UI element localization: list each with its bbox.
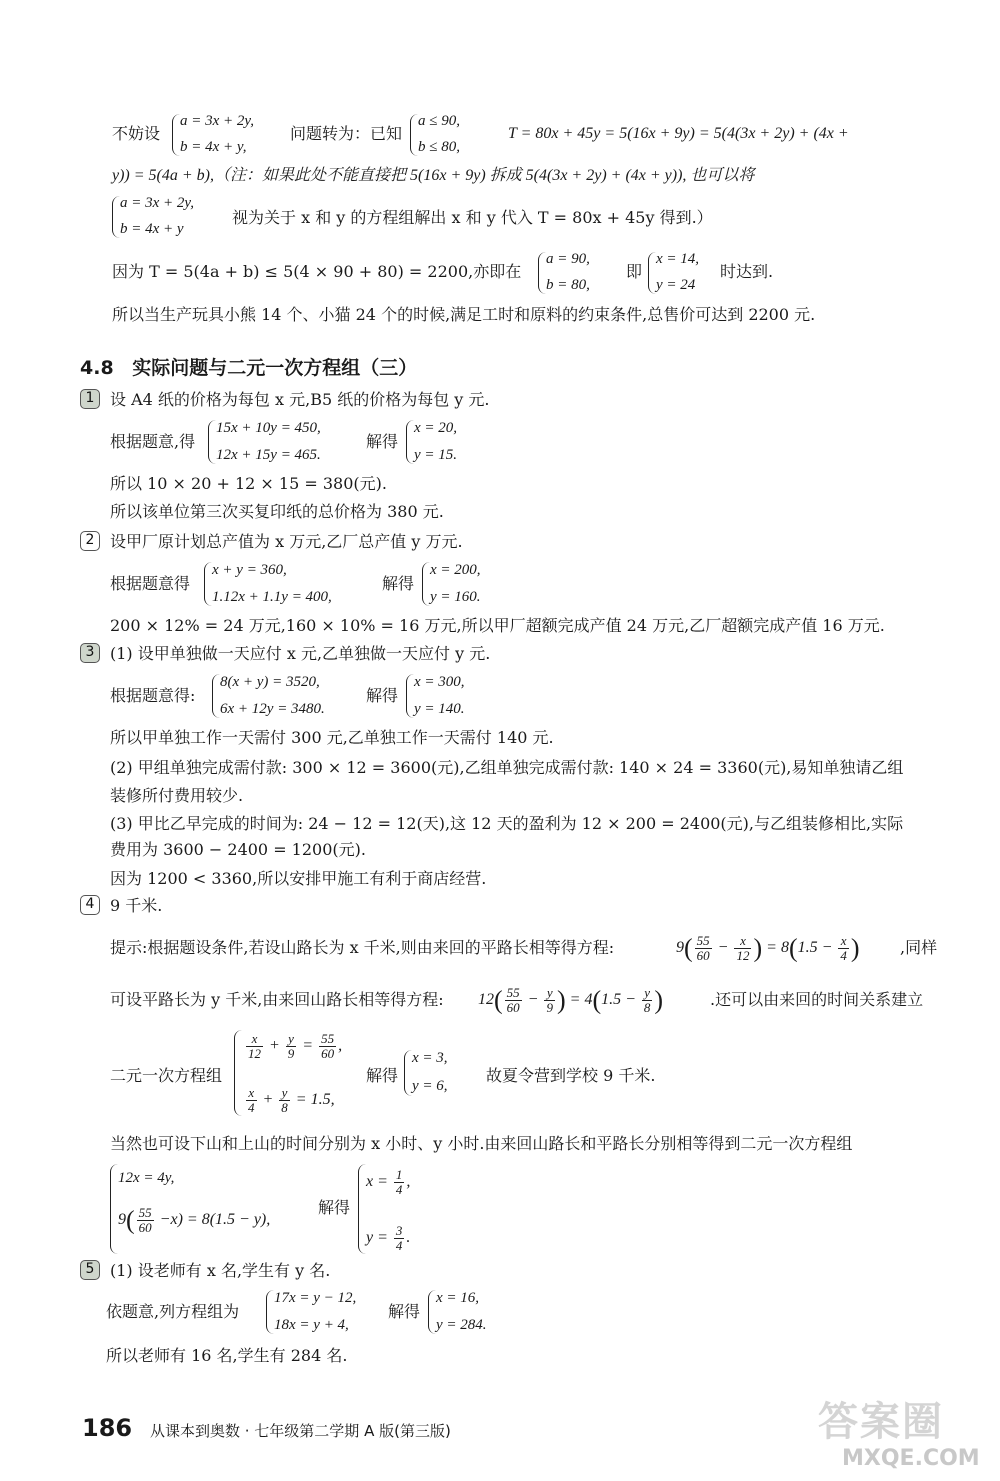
equation-row: 6x + 12y = 3480. (220, 701, 325, 717)
text-line: 提示:根据题设条件,若设山路长为 x 千米,则由来回的平路长相等得方程: (110, 938, 615, 957)
equation-row: 12x + 15y = 465. (216, 447, 321, 463)
text-line: ,同样 (900, 938, 938, 957)
text-line: 依题意,列方程组为 (106, 1302, 240, 1321)
equation-row: y = 6, (412, 1078, 448, 1094)
page-number: 186 (82, 1414, 133, 1442)
text-line: 根据题意得: (110, 686, 196, 705)
question-number-badge: 2 (80, 531, 100, 551)
equation-row: x = 200, (430, 562, 481, 578)
equation-row: a ≤ 90, (418, 113, 460, 129)
text-line: 时达到. (720, 262, 774, 281)
text-line: 解得 (382, 574, 415, 593)
equation-row: 15x + 10y = 450, (216, 420, 321, 436)
equation-inline: 12( $\frac{55}{60}$ − $\frac{y}{9}$ ) = 4(1.5 − $\frac{y}{8}$ ) (478, 984, 664, 1015)
text-line: (1) 设老师有 x 名,学生有 y 名. (110, 1261, 331, 1280)
equation-row: x = 3, (412, 1050, 448, 1066)
equation-row: a = 3x + 2y, (180, 113, 254, 129)
text-line: 问题转为：已知 (290, 124, 403, 143)
equation-line: T = 80x + 45y = 5(16x + 9y) = 5(4(3x + 2y) + (4x + (508, 125, 849, 142)
text-line: 根据题意得 (110, 574, 191, 593)
equation-row: 17x = y − 12, (274, 1290, 357, 1306)
text-line: 所以 10 × 20 + 12 × 15 = 380(元). (110, 474, 387, 493)
equation-row: a = 90, (546, 251, 590, 267)
text-line: 当然也可设下山和上山的时间分别为 x 小时、y 小时.由来回山路长和平路长分别相等得到二元一次方程组 (110, 1134, 853, 1153)
equation-inline: 9( $\frac{55}{60}$ − $\frac{x}{12}$ ) = 8(1.5 − $\frac{x}{4}$ ) (676, 932, 860, 963)
text-line: 因为 T = 5(4a + b) ≤ 5(4 × 90 + 80) = 2200,亦即在 (112, 262, 522, 281)
text-line: 装修所付费用较少. (110, 786, 244, 805)
equation-row: y = 140. (414, 701, 465, 717)
equation-row: a = 3x + 2y, (120, 195, 194, 211)
text-line: 200 × 12% = 24 万元,160 × 10% = 16 万元,所以甲厂超额完成产值 24 万元,乙厂超额完成产值 16 万元. (110, 616, 885, 635)
equation-row: x = 300, (414, 674, 465, 690)
section-title: 实际问题与二元一次方程组（三） (132, 357, 418, 379)
text-line: 根据题意,得 (110, 432, 196, 451)
watermark-logo: 答案圈 (818, 1399, 944, 1445)
text-line: 因为 1200 < 3360,所以安排甲施工有利于商店经营. (110, 869, 487, 888)
text-line: 解得 (366, 432, 399, 451)
equation-row: 8(x + y) = 3520, (220, 674, 320, 690)
text-line: 9 千米. (110, 896, 163, 915)
text-line: (3) 甲比乙早完成的时间为: 24 − 12 = 12(天),这 12 天的盈利为 12 × 200 = 2400(元),与乙组装修相比,实际 (110, 814, 904, 833)
equation-row: 9( $\frac{55}{60}$ −x) = 8(1.5 − y), (118, 1204, 271, 1235)
text-line: 解得 (388, 1302, 421, 1321)
text-line: .还可以由来回的时间关系建立 (710, 990, 924, 1009)
text-line: 所以甲单独工作一天需付 300 元,乙单独工作一天需付 140 元. (110, 728, 554, 747)
equation-row: b = 80, (546, 277, 590, 293)
text-line: 不妨设 (112, 124, 161, 143)
equation-row: y = 284. (436, 1317, 487, 1333)
text-line: (2) 甲组单独完成需付款: 300 × 12 = 3600(元),乙组单独完成需付款: 140 × 24 = 3360(元),易知单独请乙组 (110, 758, 904, 777)
equation-line: y)) = 5(4a + b),（注：如果此处不能直接把 5(16x + 9y) 拆成 5(4(3x + 2y) + (4x + y)), 也可以将 (112, 167, 755, 184)
equation-row: x = 16, (436, 1290, 480, 1306)
question-number-badge: 5 (80, 1260, 100, 1280)
watermark-url: MXQE.COM (842, 1446, 980, 1471)
text-line: 所以老师有 16 名,学生有 284 名. (106, 1346, 348, 1365)
section-number: 4.8 (80, 357, 114, 379)
text-line: 即 (626, 262, 643, 281)
text-line: 解得 (366, 1066, 399, 1085)
equation-row: $\frac{x}{12}$ + $\frac{y}{9}$ = $\frac{55}{60}$ , (248, 1030, 343, 1061)
text-line: 所以该单位第三次买复印纸的总价格为 380 元. (110, 502, 444, 521)
equation-row: x = 20, (414, 420, 458, 436)
question-number-badge: 4 (80, 895, 100, 915)
text-line: 视为关于 x 和 y 的方程组解出 x 和 y 代入 T = 80x + 45y 得到.） (232, 208, 713, 227)
equation-row: y = 15. (414, 447, 458, 463)
equation-row: y = 160. (430, 589, 481, 605)
equation-row: x = 14, (656, 251, 700, 267)
equation-row: $\frac{x}{4}$ + $\frac{y}{8}$ = 1.5, (248, 1084, 335, 1115)
equation-row: b = 4x + y (120, 221, 184, 237)
text-line: 设甲厂原计划总产值为 x 万元,乙厂总产值 y 万元. (110, 532, 463, 551)
equation-row: x = $\frac{1}{4}$ , (366, 1166, 411, 1197)
text-line: (1) 设甲单独做一天应付 x 元,乙单独做一天应付 y 元. (110, 644, 491, 663)
equation-row: 12x = 4y, (118, 1170, 175, 1186)
text-line: 二元一次方程组 (110, 1066, 223, 1085)
equation-row: y = $\frac{3}{4}$ . (366, 1222, 411, 1253)
text-line: 可设平路长为 y 千米,由来回山路长相等得方程: (110, 990, 444, 1009)
equation-row: 18x = y + 4, (274, 1317, 349, 1333)
equation-row: b ≤ 80, (418, 139, 460, 155)
equation-row: y = 24 (656, 277, 696, 293)
text-line: 设 A4 纸的价格为每包 x 元,B5 纸的价格为每包 y 元. (110, 390, 490, 409)
section-heading (80, 356, 417, 380)
text-line: 解得 (318, 1198, 351, 1217)
equation-row: x + y = 360, (212, 562, 287, 578)
text-line: 所以当生产玩具小熊 14 个、小猫 24 个的时候,满足工时和原料的约束条件,总售价可达到 2200 元. (112, 305, 816, 324)
text-line: 故夏令营到学校 9 千米. (486, 1066, 656, 1085)
question-number-badge: 1 (80, 389, 100, 409)
text-line: 费用为 3600 − 2400 = 1200(元). (110, 840, 366, 859)
question-number-badge: 3 (80, 643, 100, 663)
brace (234, 1030, 243, 1116)
equation-row: b = 4x + y, (180, 139, 247, 155)
text-line: 解得 (366, 686, 399, 705)
book-title: 从课本到奥数 · 七年级第二学期 A 版(第三版) (150, 1422, 451, 1440)
equation-row: 1.12x + 1.1y = 400, (212, 589, 332, 605)
